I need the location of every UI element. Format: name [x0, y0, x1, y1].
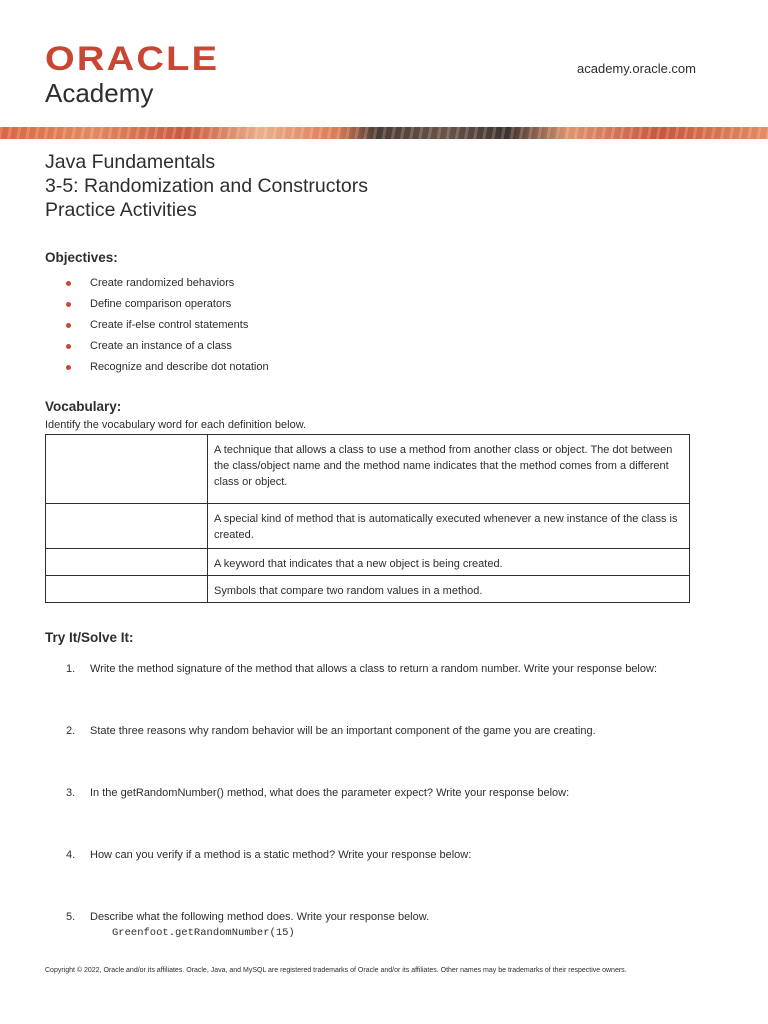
vocab-definition-cell: A special kind of method that is automatically executed whenever a new instance of the class is created.	[208, 504, 690, 549]
item-number: 5.	[66, 911, 76, 923]
vocab-definition-cell: Symbols that compare two random values in a method.	[208, 576, 690, 603]
item-number: 2.	[66, 725, 76, 737]
list-item: Create randomized behaviors	[66, 273, 269, 294]
table-row	[46, 549, 690, 576]
item-text: State three reasons why random behavior will be an important component of the game you are creating.	[90, 725, 596, 737]
table-row	[46, 576, 690, 603]
bullet-icon	[66, 302, 71, 307]
item-text: Write the method signature of the method that allows a class to return a random number. Write your response below:	[90, 663, 657, 675]
decorative-banner	[0, 127, 768, 139]
try-it-list	[66, 662, 716, 972]
vocabulary-table	[45, 434, 690, 603]
item-number: 4.	[66, 849, 76, 861]
list-item	[66, 724, 716, 786]
code-snippet: Greenfoot.getRandomNumber(15)	[112, 927, 295, 939]
bullet-icon	[66, 323, 71, 328]
list-item	[66, 662, 716, 724]
item-text: Describe what the following method does. Write your response below.	[90, 911, 430, 923]
vocab-term-cell[interactable]	[46, 549, 208, 576]
site-url: academy.oracle.com	[577, 61, 696, 76]
item-text: In the getRandomNumber() method, what does the parameter expect? Write your response below:	[90, 787, 570, 799]
table-row	[46, 435, 690, 504]
bullet-icon	[66, 365, 71, 370]
item-text: How can you verify if a method is a static method? Write your response below:	[90, 849, 472, 861]
title-lesson: 3-5: Randomization and Constructors	[45, 175, 368, 197]
item-number: 1.	[66, 663, 76, 675]
copyright-footer: Copyright © 2022, Oracle and/or its affiliates. Oracle, Java, and MySQL are registered trademarks of Oracle and/or its affiliates. Other names may be trademarks of their respective owners.	[45, 967, 627, 974]
try-it-heading: Try It/Solve It:	[45, 630, 134, 645]
table-row	[46, 504, 690, 549]
vocabulary-heading: Vocabulary:	[45, 399, 122, 414]
list-item: Define comparison operators	[66, 294, 269, 315]
vocab-definition-cell: A keyword that indicates that a new object is being created.	[208, 549, 690, 576]
list-item	[66, 910, 716, 972]
vocab-term-cell[interactable]	[46, 504, 208, 549]
bullet-icon	[66, 344, 71, 349]
list-item: Create an instance of a class	[66, 336, 269, 357]
objectives-list	[66, 273, 269, 378]
document-title	[45, 150, 368, 222]
list-item	[66, 786, 716, 848]
bullet-icon	[66, 281, 71, 286]
title-type: Practice Activities	[45, 199, 197, 221]
vocab-definition-cell: A technique that allows a class to use a method from another class or object. The dot between the class/object name and the method name indicates that the method comes from a different class or object.	[208, 435, 690, 504]
objectives-heading: Objectives:	[45, 250, 118, 265]
vocab-term-cell[interactable]	[46, 576, 208, 603]
list-item	[66, 848, 716, 910]
list-item: Create if-else control statements	[66, 315, 269, 336]
logo-subtitle: Academy	[45, 78, 154, 108]
title-course: Java Fundamentals	[45, 151, 216, 173]
logo-wordmark: ORACLE	[45, 40, 220, 78]
item-number: 3.	[66, 787, 76, 799]
list-item: Recognize and describe dot notation	[66, 357, 269, 378]
vocab-term-cell[interactable]	[46, 435, 208, 504]
vocabulary-intro: Identify the vocabulary word for each definition below.	[45, 419, 307, 431]
oracle-academy-logo	[45, 40, 220, 108]
